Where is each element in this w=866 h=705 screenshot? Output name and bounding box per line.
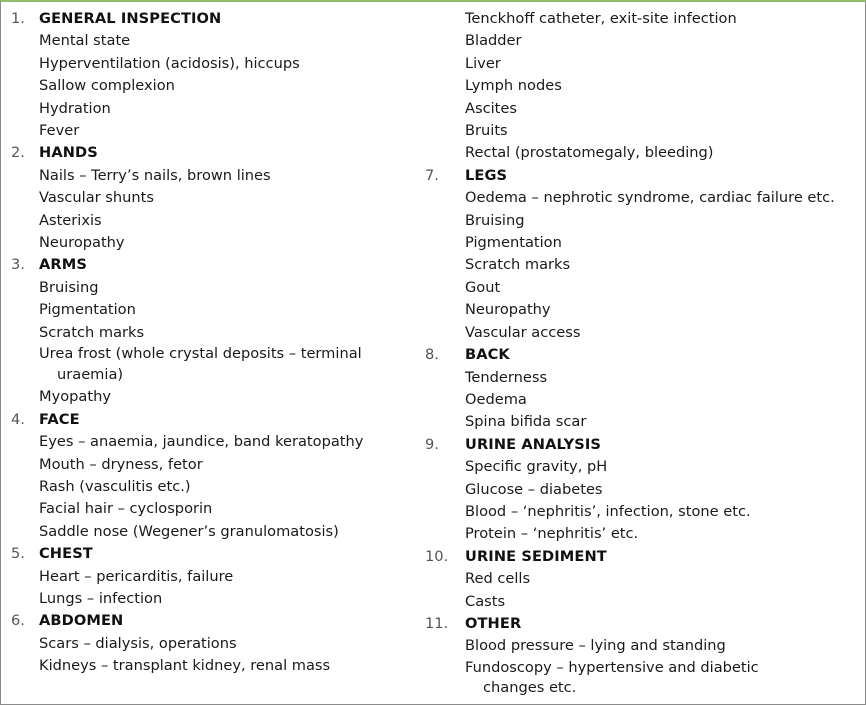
list-item: Rash (vasculitis etc.) xyxy=(39,477,191,495)
list-item: Tenckhoff catheter, exit-site infection xyxy=(465,10,737,27)
section-legs xyxy=(425,165,855,344)
section-number: 4. xyxy=(11,410,25,428)
section-abdomen-continued xyxy=(425,8,855,165)
list-item: Bruising xyxy=(465,211,525,229)
list-item: Ascites xyxy=(465,99,517,117)
list-item-line: uraemia) xyxy=(57,365,124,383)
list-item: Oedema – nephrotic syndrome, cardiac failure etc. xyxy=(465,189,835,207)
list-item: Saddle nose (Wegener’s granulomatosis) xyxy=(39,522,339,540)
list-item: Red cells xyxy=(465,570,531,588)
list-item: Pigmentation xyxy=(39,301,136,319)
list-item: Liver xyxy=(465,54,501,72)
list-item: Kidneys – transplant kidney, renal mass xyxy=(39,657,331,675)
list-item: Vascular access xyxy=(465,323,581,341)
list-item-line: Urea frost (whole crystal deposits – terminal xyxy=(39,345,362,363)
list-item: Hyperventilation (acidosis), hiccups xyxy=(39,54,300,72)
section-title: HANDS xyxy=(39,144,98,162)
section-hands xyxy=(11,142,429,254)
list-item: Rectal (prostatomegaly, bleeding) xyxy=(465,144,714,162)
list-item: Lymph nodes xyxy=(465,77,562,95)
section-number: 10. xyxy=(425,547,449,565)
list-item-line: Fundoscopy – hypertensive and diabetic xyxy=(465,658,759,676)
list-item: Protein – ‘nephritis’ etc. xyxy=(465,525,639,543)
section-face xyxy=(11,409,429,543)
section-number: 5. xyxy=(11,545,25,563)
section-title: URINE ANALYSIS xyxy=(465,435,602,453)
section-chest xyxy=(11,543,429,610)
list-item: Myopathy xyxy=(39,388,111,406)
list-item: Tenderness xyxy=(465,368,548,386)
list-item: Mental state xyxy=(39,32,131,50)
list-item: Specific gravity, pH xyxy=(465,458,608,476)
list-item: Heart – pericarditis, failure xyxy=(39,567,234,585)
section-title: OTHER xyxy=(465,614,522,632)
section-title: CHEST xyxy=(39,545,93,563)
list-item: Neuropathy xyxy=(39,234,125,252)
list-item: Casts xyxy=(465,592,506,610)
list-item: Scars – dialysis, operations xyxy=(39,634,237,652)
list-item-line: changes etc. xyxy=(483,679,577,697)
list-item: Bruising xyxy=(39,278,99,296)
list-item: Bladder xyxy=(465,32,522,50)
list-item: Gout xyxy=(465,278,501,296)
list-item: Neuropathy xyxy=(465,301,551,319)
list-item: Oedema xyxy=(465,390,527,408)
section-title: BACK xyxy=(465,346,510,364)
section-general-inspection xyxy=(11,8,429,142)
list-item: Glucose – diabetes xyxy=(465,480,603,498)
section-other xyxy=(425,613,855,700)
right-column xyxy=(425,8,855,700)
list-item: Scratch marks xyxy=(465,256,571,274)
list-item: Sallow complexion xyxy=(39,77,175,95)
list-item xyxy=(425,658,855,700)
list-item: Facial hair – cyclosporin xyxy=(39,500,213,518)
list-item: Blood – ‘nephritis’, infection, stone etc. xyxy=(465,502,751,520)
section-title: LEGS xyxy=(465,166,508,184)
list-item: Bruits xyxy=(465,122,508,140)
section-number: 9. xyxy=(425,435,439,453)
list-item: Pigmentation xyxy=(465,234,562,252)
section-title: GENERAL INSPECTION xyxy=(39,10,222,27)
section-title: FACE xyxy=(39,410,80,428)
section-abdomen xyxy=(11,610,429,677)
section-number: 6. xyxy=(11,612,25,630)
section-number: 2. xyxy=(11,144,25,162)
left-column xyxy=(11,8,429,678)
section-number: 3. xyxy=(11,256,25,274)
section-number: 1. xyxy=(11,10,25,27)
section-back xyxy=(425,344,855,434)
list-item: Blood pressure – lying and standing xyxy=(465,637,726,655)
section-arms xyxy=(11,254,429,408)
list-item: Lungs – infection xyxy=(39,589,163,607)
section-urine-analysis xyxy=(425,434,855,546)
section-number: 7. xyxy=(425,166,439,184)
list-item: Spina bifida scar xyxy=(465,413,587,431)
list-item: Scratch marks xyxy=(39,323,145,341)
list-item: Asterixis xyxy=(39,211,102,229)
section-number: 11. xyxy=(425,614,449,632)
list-item: Nails – Terry’s nails, brown lines xyxy=(39,166,271,184)
section-title: ARMS xyxy=(39,256,87,274)
list-item xyxy=(11,344,429,386)
list-item: Vascular shunts xyxy=(39,189,154,207)
section-urine-sediment xyxy=(425,546,855,613)
section-title: URINE SEDIMENT xyxy=(465,547,607,565)
list-item: Mouth – dryness, fetor xyxy=(39,455,203,473)
section-title: ABDOMEN xyxy=(39,612,124,630)
list-item: Hydration xyxy=(39,99,111,117)
list-item: Fever xyxy=(39,122,80,140)
section-number: 8. xyxy=(425,346,439,364)
list-item: Eyes – anaemia, jaundice, band keratopathy xyxy=(39,433,364,451)
